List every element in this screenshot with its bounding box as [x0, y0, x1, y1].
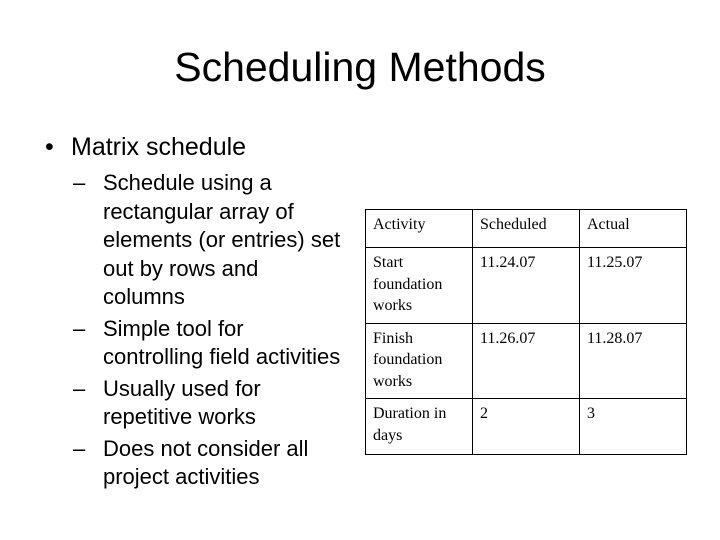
table-header-cell: Scheduled — [473, 210, 580, 248]
bullet-dot: • — [45, 133, 54, 161]
table-row — [366, 399, 687, 455]
table-cell: Duration in days — [366, 399, 473, 455]
sub-bullet-list — [73, 169, 343, 495]
table-row — [366, 323, 687, 399]
sub-bullet-item — [73, 315, 343, 372]
table-cell: 11.25.07 — [580, 248, 687, 324]
sub-bullet-text: Usually used for repetitive works — [103, 375, 261, 429]
slide-title: Scheduling Methods — [174, 44, 546, 90]
table-cell: 3 — [580, 399, 687, 455]
sub-bullet-dash: – — [73, 315, 86, 341]
table-header-cell: Activity — [366, 210, 473, 248]
sub-bullet-text: Schedule using a rectangular array of elements (or entries) set out by rows and columns — [103, 170, 341, 309]
bullet-text: Matrix schedule — [71, 133, 247, 161]
matrix-schedule-table — [365, 209, 687, 455]
sub-bullet-dash: – — [73, 375, 86, 401]
table-cell: 11.26.07 — [473, 323, 580, 399]
sub-bullet-dash: – — [73, 170, 86, 195]
bullet-matrix-schedule — [45, 131, 246, 163]
sub-bullet-dash: – — [73, 435, 86, 461]
table-cell: Start foundation works — [366, 248, 473, 324]
table-header-cell: Actual — [580, 210, 687, 248]
table-row — [366, 248, 687, 324]
sub-bullet-text: Does not consider all project activities — [103, 435, 309, 489]
sub-bullet-item — [73, 169, 343, 312]
table-cell: 2 — [473, 399, 580, 455]
sub-bullet-item — [73, 375, 343, 432]
sub-bullet-text: Simple tool for controlling field activities — [103, 315, 341, 369]
table-header-row — [366, 210, 687, 248]
sub-bullet-item — [73, 435, 343, 492]
table-cell: Finish foundation works — [366, 323, 473, 399]
table-cell: 11.24.07 — [473, 248, 580, 324]
table-cell: 11.28.07 — [580, 323, 687, 399]
